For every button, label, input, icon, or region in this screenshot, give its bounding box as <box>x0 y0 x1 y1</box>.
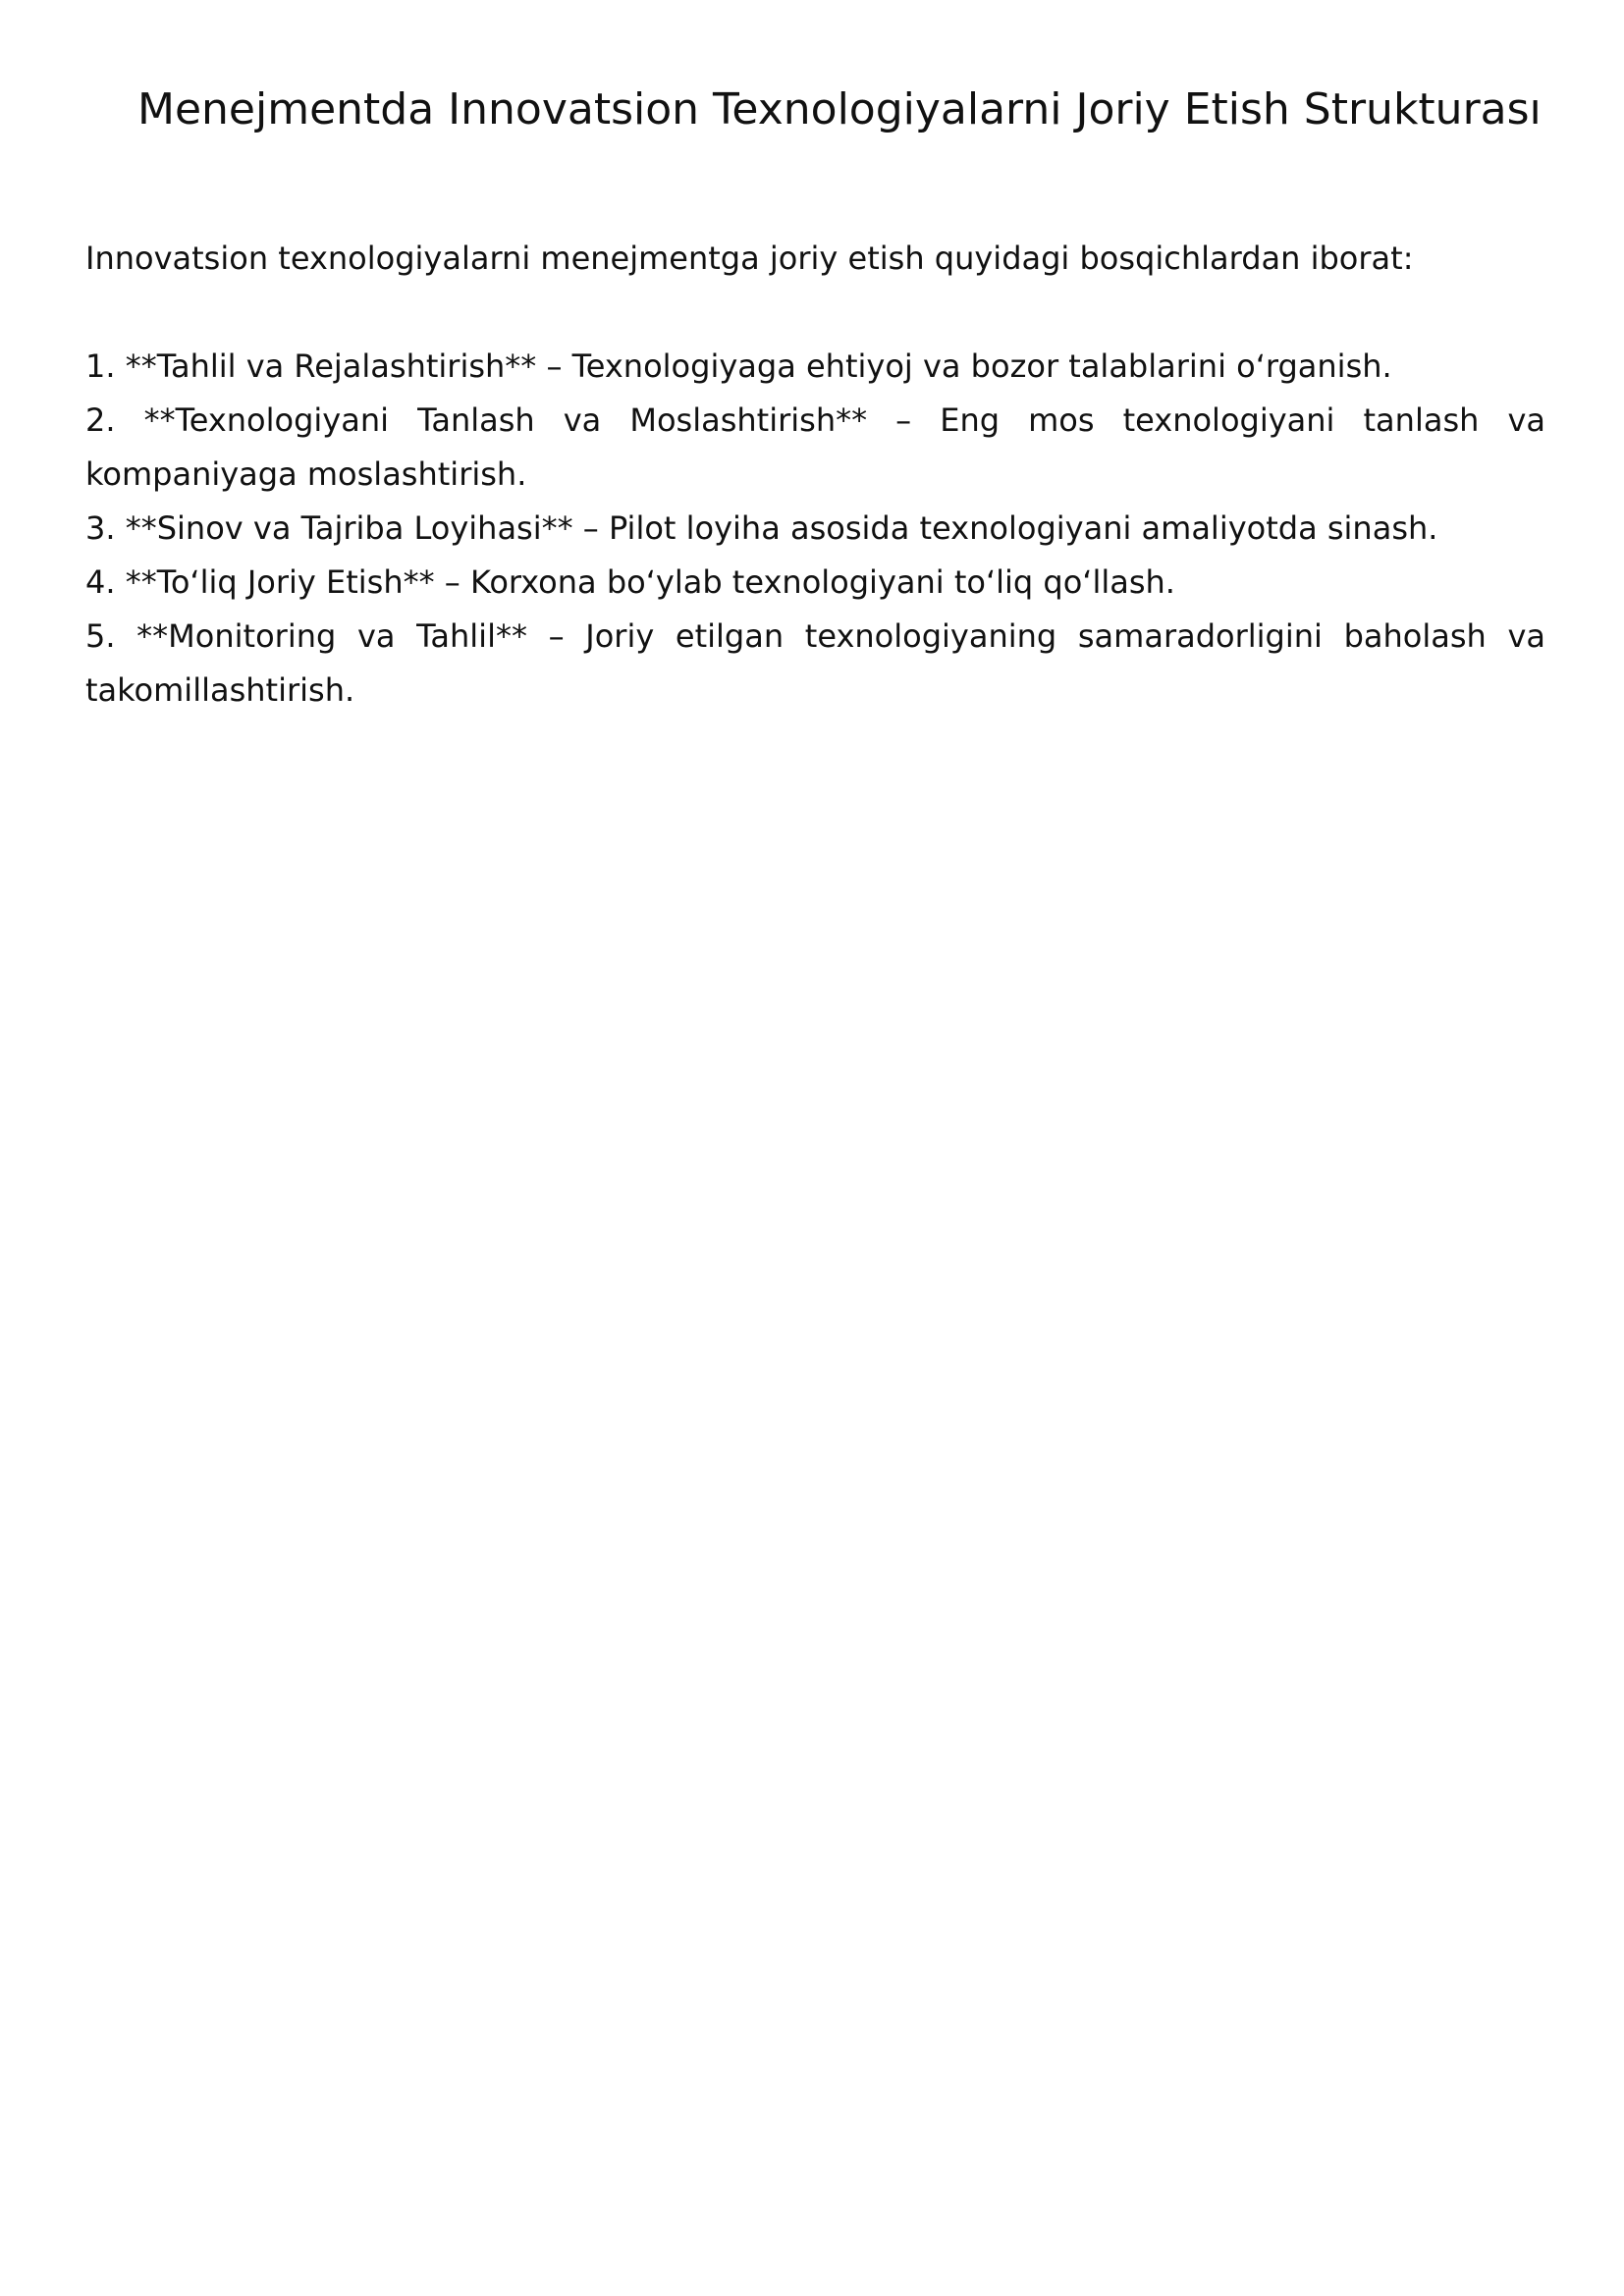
steps-list <box>85 340 1545 718</box>
list-item-step-4: 4. **Toʻliq Joriy Etish** – Korxona boʻylab texnologiyani toʻliq qoʻllash. <box>85 563 1175 601</box>
document-title: Menejmentda Innovatsion Texnologiyalarni Joriy Etish Strukturası <box>137 84 1542 134</box>
list-item-step-2: 2. **Texnologiyani Tanlash va Moslashtirish** – Eng mos texnologiyani tanlash va kompaniyaga moslashtirish. <box>85 401 1545 493</box>
list-item-step-1: 1. **Tahlil va Rejalashtirish** – Texnologiyaga ehtiyoj va bozor talablarini oʻrganish. <box>85 347 1392 385</box>
intro-paragraph: Innovatsion texnologiyalarni menejmentga joriy etish quyidagi bosqichlardan iborat: <box>85 240 1414 277</box>
list-item-step-5: 5. **Monitoring va Tahlil** – Joriy etilgan texnologiyaning samaradorligini baholash va takomillashtirish. <box>85 617 1545 709</box>
list-item-step-3: 3. **Sinov va Tajriba Loyihasi** – Pilot loyiha asosida texnologiyani amaliyotda sinash. <box>85 509 1438 547</box>
